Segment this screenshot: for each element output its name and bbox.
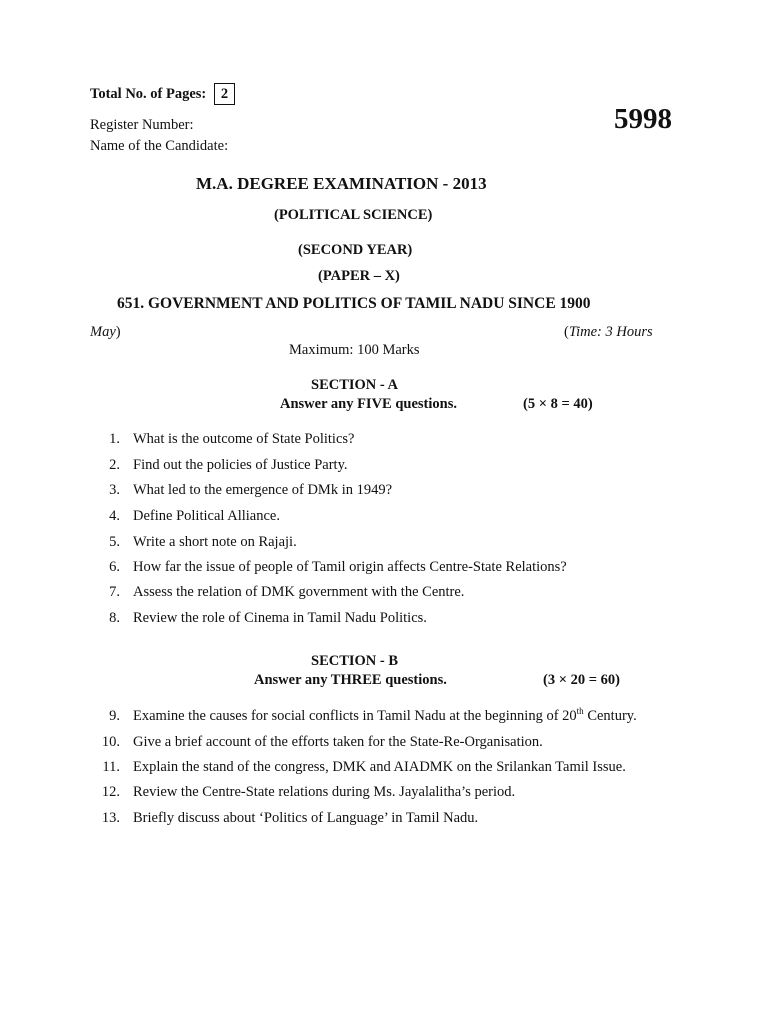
question-item: 12. Review the Centre-State relations during Ms. Jayalalitha’s period. xyxy=(101,784,516,800)
exam-duration: (Time: 3 Hours xyxy=(564,324,653,340)
exam-subject: (POLITICAL SCIENCE) xyxy=(274,207,433,223)
register-number-label: Register Number: xyxy=(90,117,194,133)
section-a-title: SECTION - A xyxy=(311,377,399,393)
section-b-instruction: Answer any THREE questions. xyxy=(254,672,447,688)
total-pages-label: Total No. of Pages: xyxy=(90,86,207,102)
total-pages-line xyxy=(90,83,235,105)
question-item: 4. Define Political Alliance. xyxy=(109,508,280,524)
candidate-name-label: Name of the Candidate: xyxy=(90,138,229,154)
course-title: 651. GOVERNMENT AND POLITICS OF TAMIL NADU SINCE 1900 xyxy=(117,295,591,312)
exam-title: M.A. DEGREE EXAMINATION - 2013 xyxy=(196,174,487,193)
section-b-title: SECTION - B xyxy=(311,653,399,669)
question-item: 1. What is the outcome of State Politics? xyxy=(109,431,355,447)
question-item: 2. Find out the policies of Justice Party. xyxy=(109,457,348,473)
question-item: 6. How far the issue of people of Tamil origin affects Centre-State Relations? xyxy=(109,559,567,575)
question-item: 8. Review the role of Cinema in Tamil Nadu Politics. xyxy=(109,610,427,626)
question-item: 7. Assess the relation of DMK government with the Centre. xyxy=(109,584,465,600)
section-b-marks: (3 × 20 = 60) xyxy=(543,672,620,688)
paper-code: 5998 xyxy=(614,103,672,135)
question-item: 5. Write a short note on Rajaji. xyxy=(109,534,297,550)
section-a-instruction: Answer any FIVE questions. xyxy=(280,396,457,412)
question-item: 9. Examine the causes for social conflicts in Tamil Nadu at the beginning of 20th Century. xyxy=(109,706,637,724)
question-item: 13. Briefly discuss about ‘Politics of Language’ in Tamil Nadu. xyxy=(101,810,479,826)
question-item: 11. Explain the stand of the congress, DMK and AIADMK on the Srilankan Tamil Issue. xyxy=(102,759,626,775)
question-item: 10. Give a brief account of the efforts taken for the State-Re-Organisation. xyxy=(101,734,543,750)
total-pages-value: 2 xyxy=(214,83,235,105)
exam-year: (SECOND YEAR) xyxy=(298,242,413,258)
exam-paper: (PAPER – X) xyxy=(318,268,400,284)
exam-month: May) xyxy=(90,324,121,340)
question-item: 3. What led to the emergence of DMk in 1949? xyxy=(109,482,393,498)
maximum-marks: Maximum: 100 Marks xyxy=(289,342,420,358)
section-a-marks: (5 × 8 = 40) xyxy=(523,396,593,412)
